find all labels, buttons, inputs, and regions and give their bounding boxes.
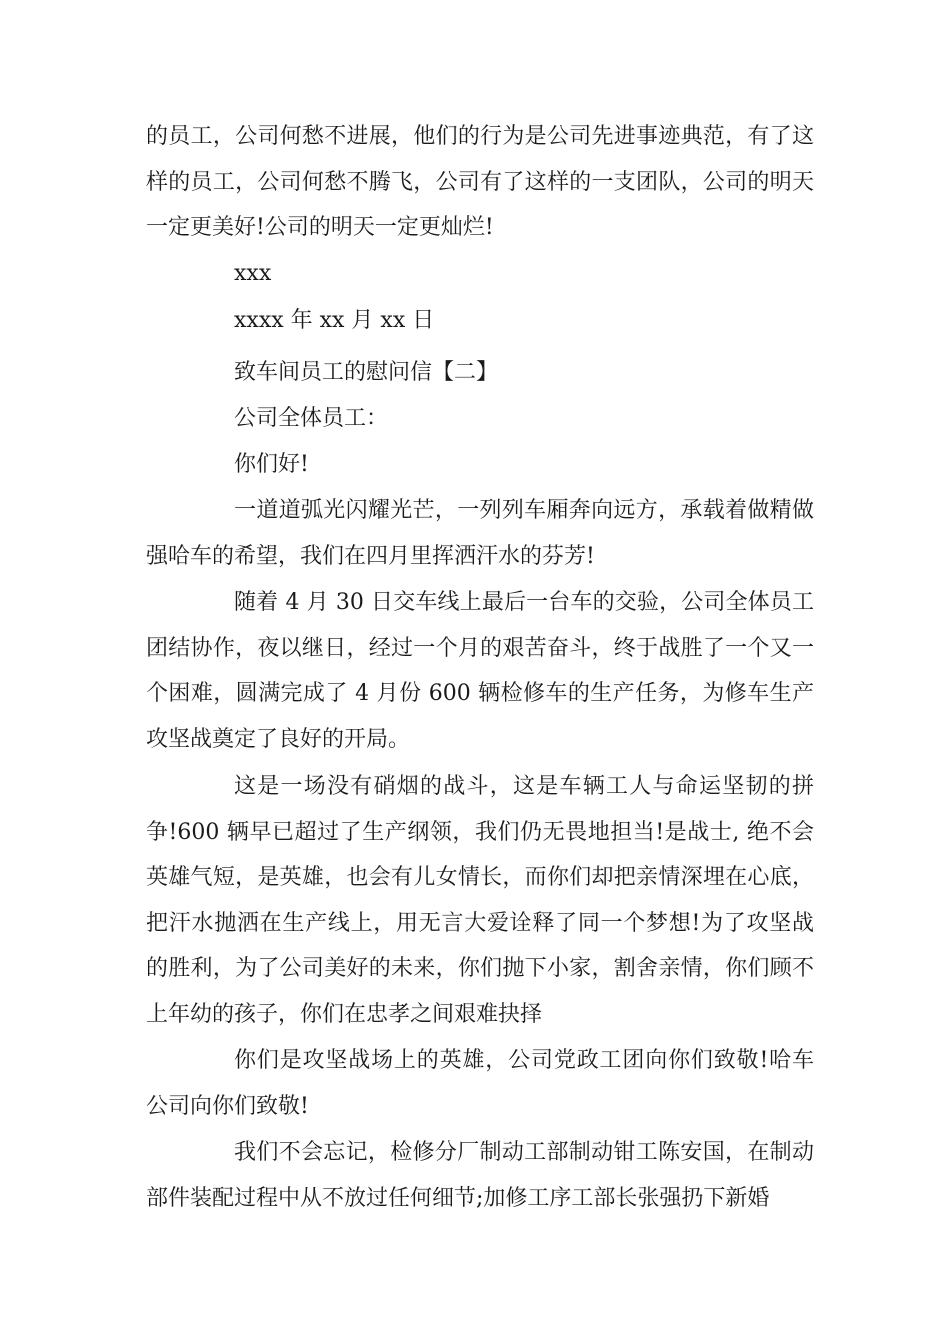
body-paragraph-1: 一道道弧光闪耀光芒，一列列车厢奔向远方，承载着做精做强哈车的希望，我们在四月里挥洒汗水的芬芳!: [146, 498, 814, 569]
letter-title: 致车间员工的慰问信【二】: [234, 360, 499, 385]
signature-name: xxx: [234, 261, 272, 286]
body-paragraph-4: 你们是攻坚战场上的英雄，公司党政工团向你们致敬!哈车公司向你们致敬!: [146, 1048, 814, 1119]
body-paragraph-2: 随着 4 月 30 日交车线上最后一台车的交验，公司全体员工团结协作，夜以继日，经过一个月的艰苦奋斗，终于战胜了一个又一个困难，圆满完成了 4 月份 600 辆检修车的生产任务，为修车生产攻坚战奠定了良好的开局。: [146, 590, 814, 752]
body-paragraph-3: 这是一场没有硝烟的战斗，这是车辆工人与命运坚韧的拼争!600 辆早已超过了生产纲领，我们仍无畏地担当!是战士, 绝不会英雄气短，是英雄，也会有儿女情长，而你们却把亲情深埋在心底，把汗水抛洒在生产线上，用无言大爱诠释了同一个梦想!为了攻坚战的胜利，为了公司美好的未来，你们抛下小家，割舍亲情，你们顾不上年幼的孩子，你们在忠孝之间艰难抉择: [146, 774, 814, 1027]
letter-salutation: 公司全体员工：: [234, 406, 389, 431]
body-paragraph-5: 我们不会忘记，检修分厂制动工部制动钳工陈安国，在制动部件装配过程中从不放过任何细节;加修工序工部长张强扔下新婚: [146, 1140, 814, 1211]
continued-paragraph: 的员工，公司何愁不进展，他们的行为是公司先进事迹典范，有了这样的员工，公司何愁不腾飞，公司有了这样的一支团队，公司的明天一定更美好!公司的明天一定更灿烂!: [146, 124, 814, 241]
signature-date: xxxx 年 xx 月 xx 日: [234, 308, 435, 333]
letter-greeting: 你们好!: [234, 452, 309, 477]
